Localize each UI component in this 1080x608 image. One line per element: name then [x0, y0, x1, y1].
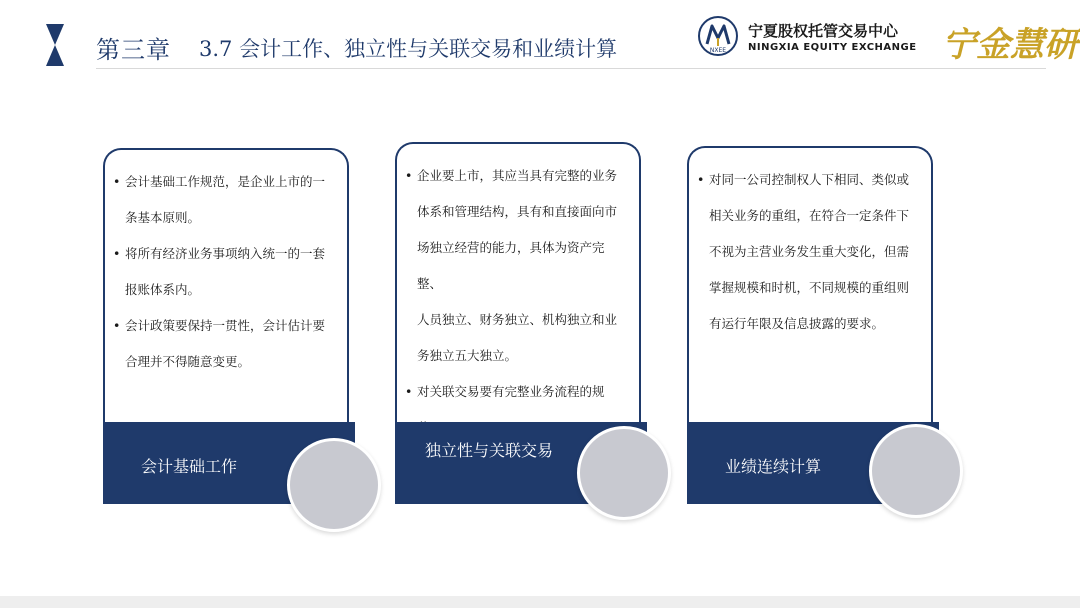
card-label: 业绩连续计算: [725, 457, 822, 476]
calligraphy-brand: [938, 14, 1078, 66]
hourglass-icon: [46, 24, 64, 66]
decorative-circle: [287, 438, 381, 532]
section-title: 3.7 会计工作、独立性与关联交易和业绩计算: [199, 37, 618, 61]
bullet-list: [689, 148, 931, 342]
slide-footer-band: [0, 596, 1080, 608]
chapter-label: 第三章: [96, 36, 171, 64]
decorative-circle: [577, 426, 671, 520]
decorative-circle: [869, 424, 963, 518]
bullet-item: • 企业要上市，其应当具有完整的业务 体系和管理结构，具有和直接面向市 场独立经营的能力，具体为资产完整、 人员独立、财务独立、机构独立和业 务独立五大独立。: [405, 168, 618, 363]
header-divider: [96, 68, 1046, 69]
card-label: 会计基础工作: [141, 457, 238, 476]
nxee-logo: [698, 16, 738, 56]
bullet-item: • 会计政策要保持一贯性，会计估计要 合理并不得随意变更。: [113, 318, 326, 369]
bullet-item: • 将所有经济业务事项纳入统一的一套 报账体系内。: [113, 246, 326, 297]
org-name-en: NINGXIA EQUITY EXCHANGE: [748, 42, 917, 53]
calligraphy-text: 宁金慧研: [942, 25, 1078, 65]
bullet-list: [105, 150, 347, 380]
logo-text: NXEE: [709, 47, 727, 54]
org-name-cn: 宁夏股权托管交易中心: [748, 22, 899, 40]
slide-header: [0, 0, 1080, 70]
bullet-item: • 对关联交易要有完整业务流程的规: [405, 384, 605, 399]
card-label: 独立性与关联交易: [425, 441, 554, 460]
bullet-item: • 会计基础工作规范，是企业上市的一 条基本原则。: [113, 174, 326, 225]
bullet-item: • 对同一公司控制权人下相同、类似或 相关业务的重组，在符合一定条件下 不视为主营业务发生重大变化，但需 掌握规模和时机，不同规模的重组则 有运行年限及信息披露的要求。: [697, 172, 910, 331]
